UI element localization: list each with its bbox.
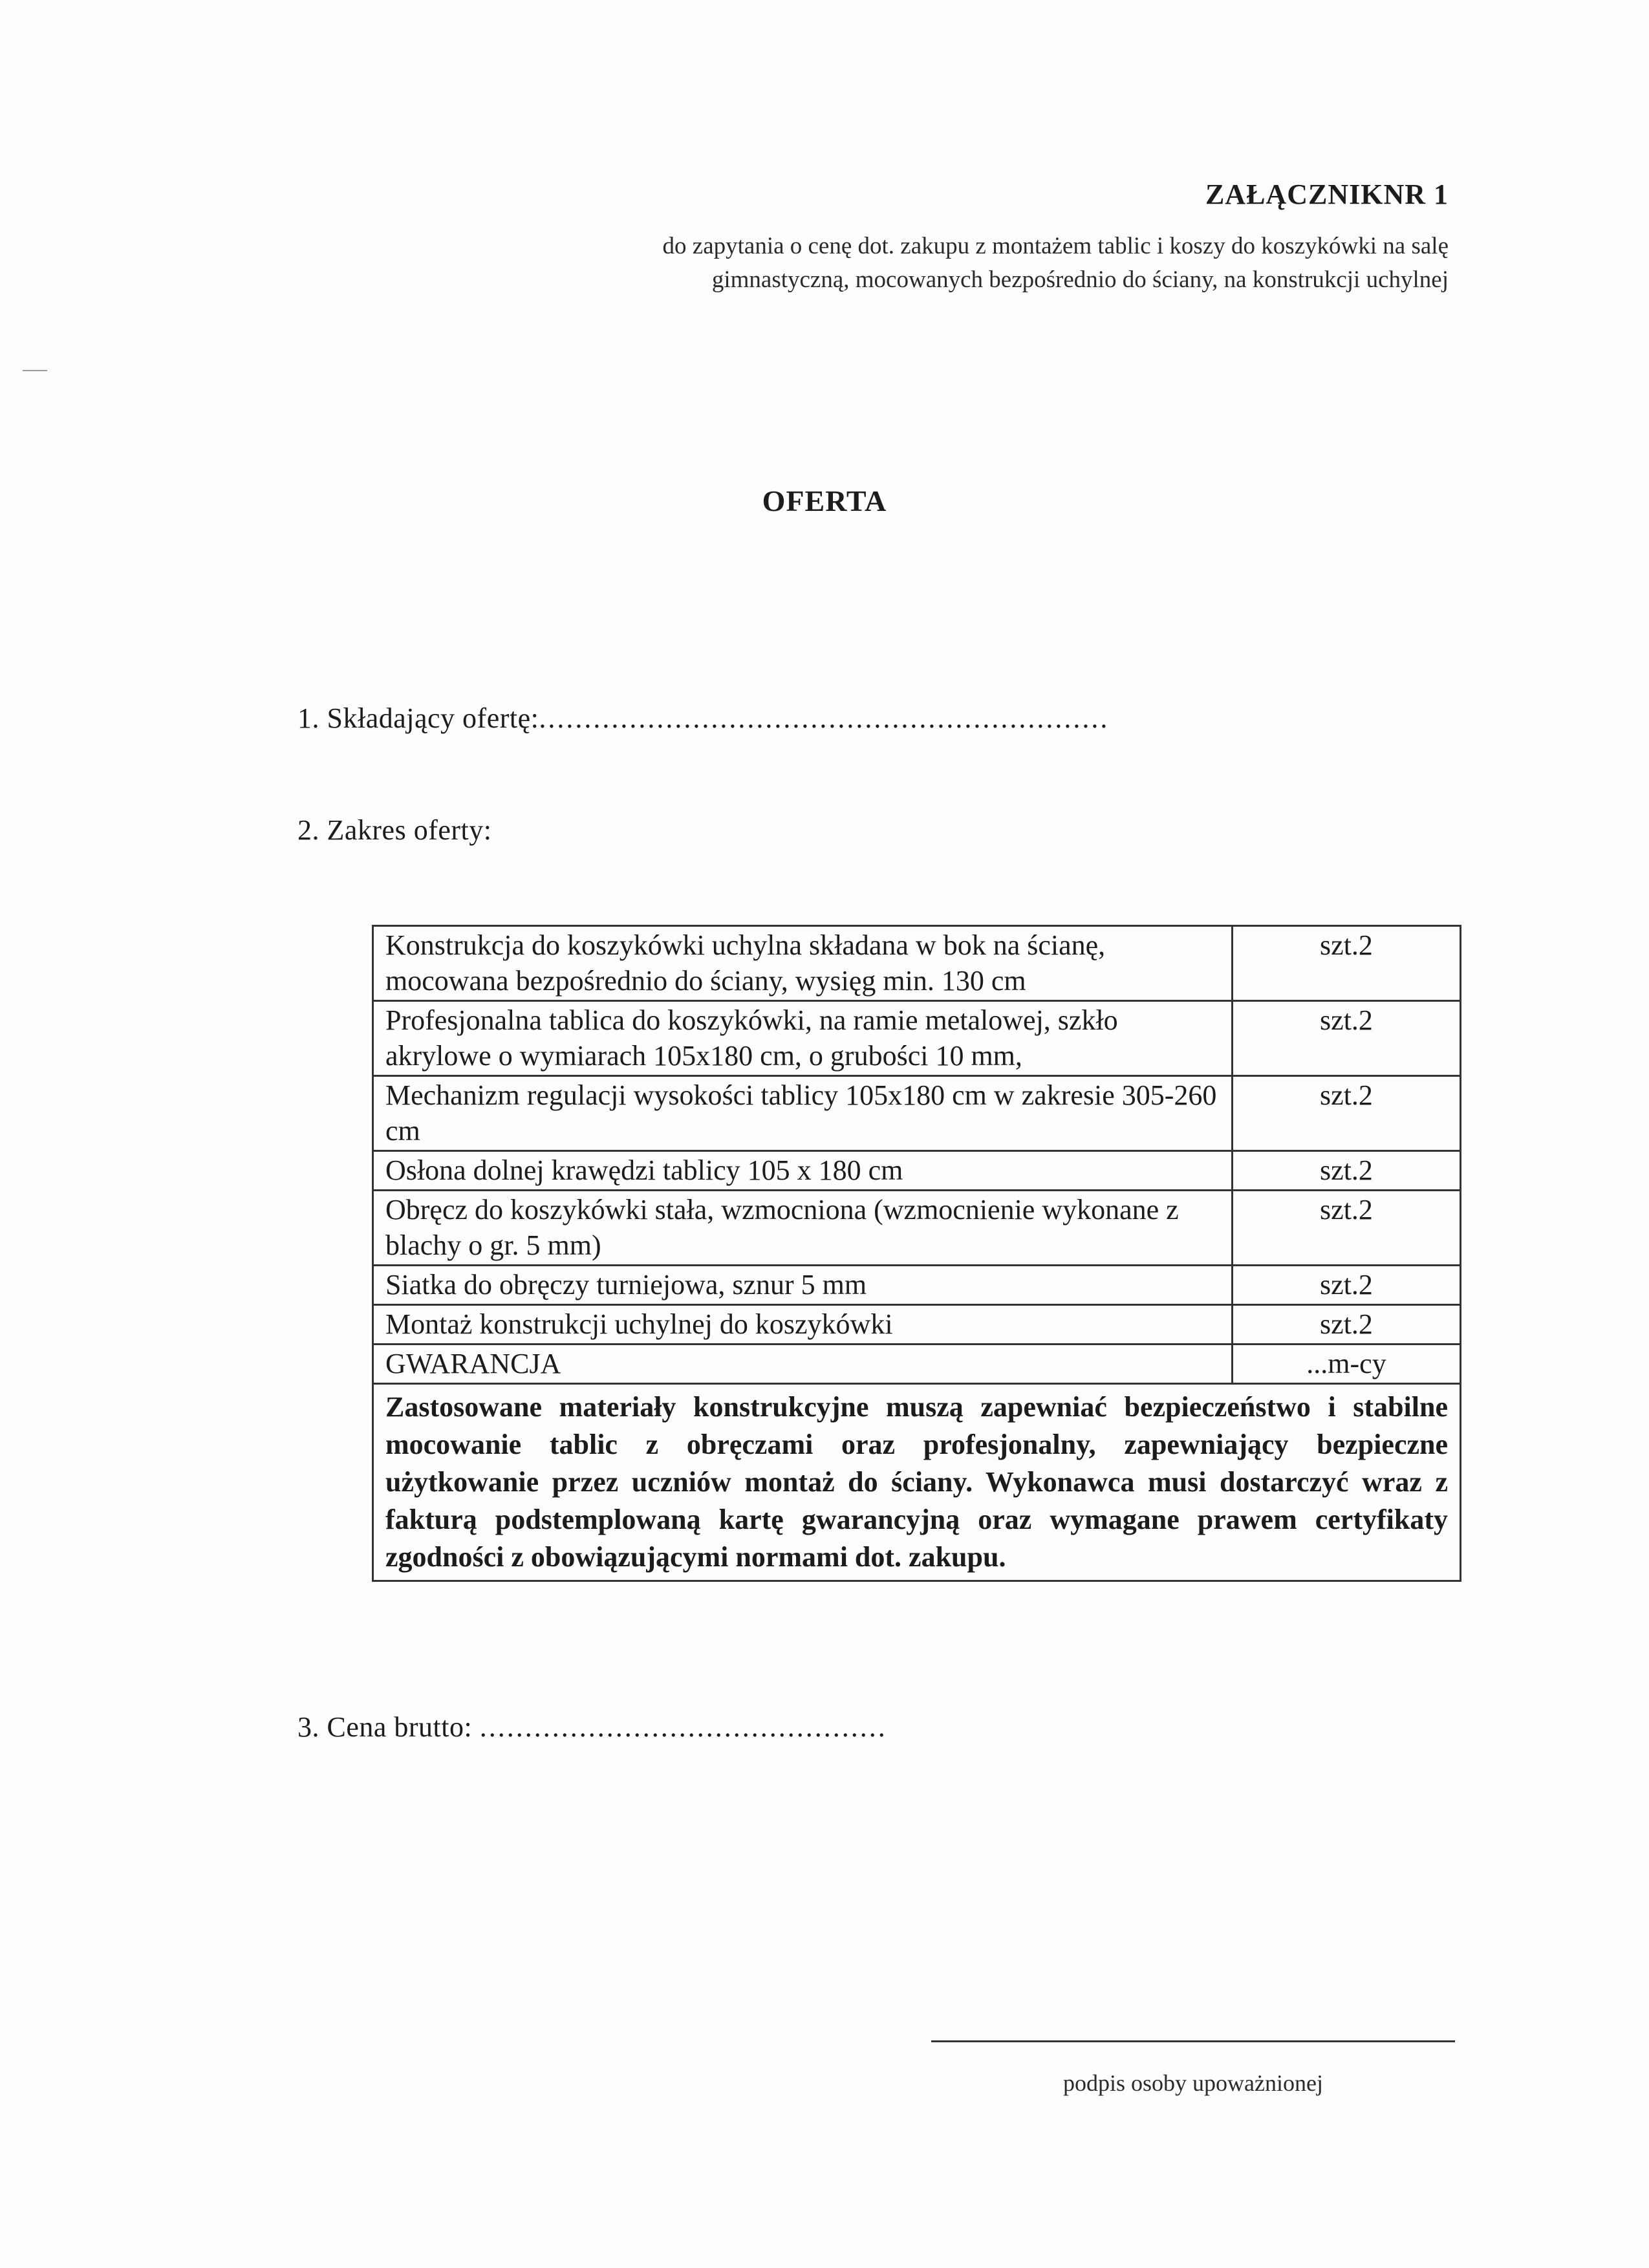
- attachment-subtitle-line-1: do zapytania o cenę dot. zakupu z montażem tablic i koszy do koszykówki na salę: [662, 233, 1449, 259]
- signature-label: podpis osoby upoważnionej: [1063, 2070, 1323, 2096]
- offeror-field: [297, 702, 1109, 735]
- table-row: [373, 1001, 1461, 1076]
- item-quantity: szt.2: [1233, 1076, 1461, 1151]
- item-description: Siatka do obręczy turniejowa, sznur 5 mm: [373, 1266, 1233, 1305]
- table-row: [373, 926, 1461, 1001]
- warranty-months: ...m-cy: [1233, 1345, 1461, 1384]
- gross-price-label: 3. Cena brutto:: [297, 1711, 473, 1743]
- table-row: [373, 1266, 1461, 1305]
- item-quantity: szt.2: [1233, 1305, 1461, 1345]
- item-quantity: szt.2: [1233, 1266, 1461, 1305]
- gross-price-blank: .............................................: [479, 1711, 887, 1743]
- item-quantity: szt.2: [1233, 1191, 1461, 1266]
- item-quantity: szt.2: [1233, 926, 1461, 1001]
- item-description: Obręcz do koszykówki stała, wzmocniona (wzmocnienie wykonane z blachy o gr. 5 mm): [373, 1191, 1233, 1266]
- item-description: Montaż konstrukcji uchylnej do koszykówki: [373, 1305, 1233, 1345]
- offeror-blank: ...............................................................: [539, 702, 1110, 734]
- item-quantity: szt.2: [1233, 1001, 1461, 1076]
- scope-heading: 2. Zakres oferty:: [297, 814, 492, 846]
- table-row: [373, 1305, 1461, 1345]
- document-title: OFERTA: [762, 484, 887, 517]
- table-row: [373, 1076, 1461, 1151]
- item-quantity: szt.2: [1233, 1151, 1461, 1191]
- attachment-title: ZAŁĄCZNIKNR 1: [1205, 178, 1449, 210]
- attachment-subtitle-line-2: gimnastyczną, mocowanych bezpośrednio do ściany, na konstrukcji uchylnej: [711, 266, 1449, 293]
- item-description: GWARANCJA: [373, 1345, 1233, 1384]
- signature-line: [931, 2040, 1455, 2042]
- item-description: Osłona dolnej krawędzi tablicy 105 x 180 cm: [373, 1151, 1233, 1191]
- item-description: Mechanizm regulacji wysokości tablicy 105x180 cm w zakresie 305-260 cm: [373, 1076, 1233, 1151]
- item-description: Konstrukcja do koszykówki uchylna składana w bok na ścianę, mocowana bezpośrednio do ściany, wysięg min. 130 cm: [373, 926, 1233, 1001]
- offeror-label: 1. Składający ofertę:: [297, 702, 539, 734]
- table-row: [373, 1345, 1461, 1384]
- table-note-row: [373, 1384, 1461, 1581]
- table-row: [373, 1151, 1461, 1191]
- offer-scope-table: [372, 925, 1461, 1582]
- item-description: Profesjonalna tablica do koszykówki, na ramie metalowej, szkło akrylowe o wymiarach 105x180 cm, o grubości 10 mm,: [373, 1001, 1233, 1076]
- table-row: [373, 1191, 1461, 1266]
- scan-margin-mark: [23, 370, 47, 371]
- attachment-subtitle: [479, 230, 1449, 297]
- requirements-note: Zastosowane materiały konstrukcyjne muszą zapewniać bezpieczeństwo i stabilne mocowanie tablic z obręczami oraz profesjonalny, zapewniający bezpieczne użytkowanie przez uczniów montaż do ściany. Wykonawca musi dostarczyć wraz z fakturą podstemplowaną kartę gwarancyjną oraz wymagane prawem certyfikaty zgodności z obowiązującymi normami dot. zakupu.: [373, 1384, 1461, 1581]
- gross-price-field: [297, 1711, 887, 1744]
